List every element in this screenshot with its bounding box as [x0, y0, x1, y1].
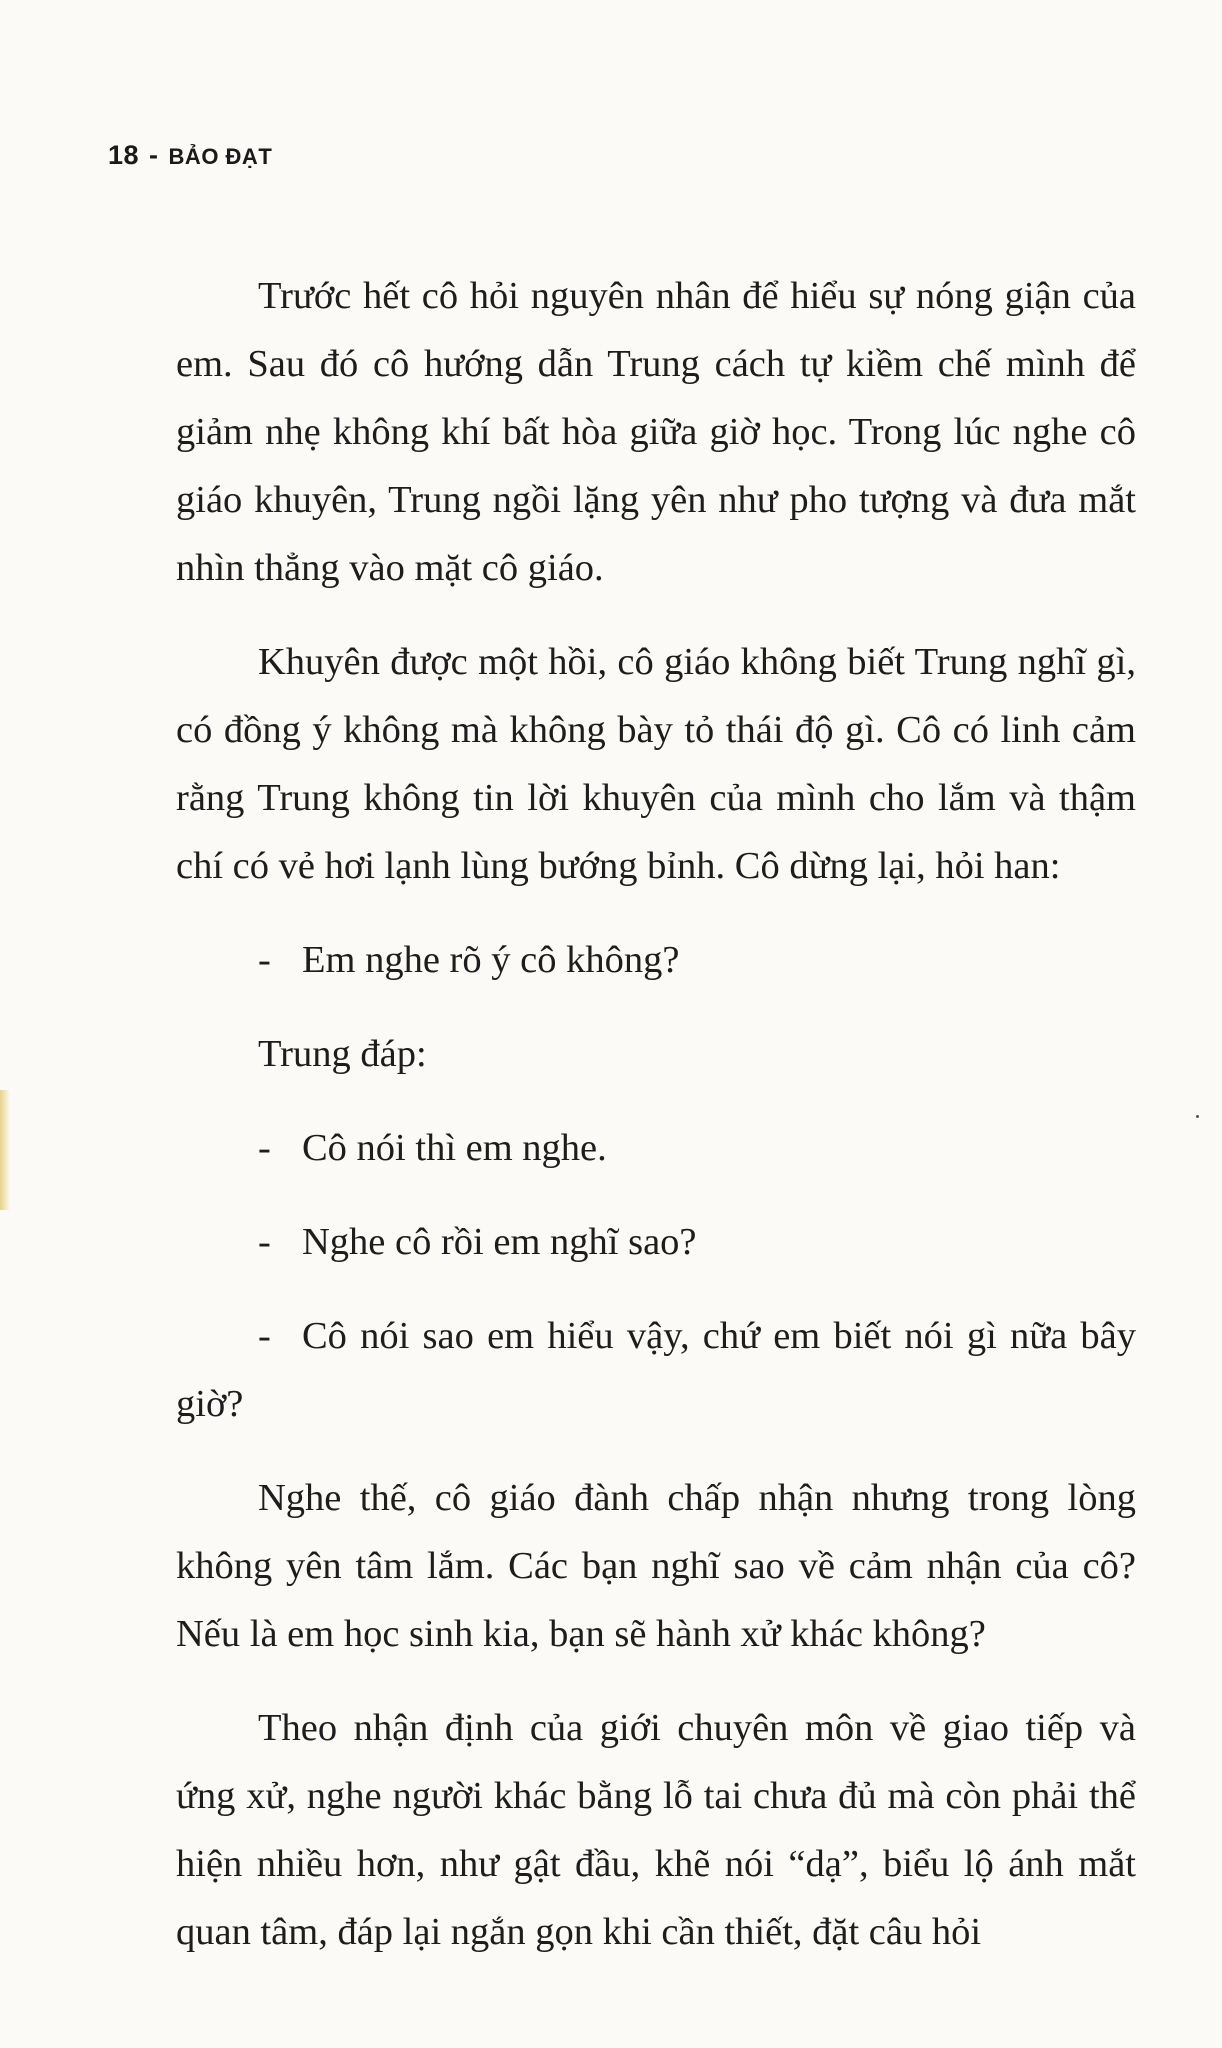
paragraph: Trước hết cô hỏi nguyên nhân để hiểu sự nóng giận của em. Sau đó cô hướng dẫn Trung cách tự kiềm chế mình để giảm nhẹ không khí bất hòa giữa giờ học. Trong lúc nghe cô giáo khuyên, Trung ngồi lặng yên như pho tượng và đưa mắt nhìn thẳng vào mặt cô giáo.	[176, 275, 1136, 589]
dialog-text: Cô nói sao em hiểu vậy, chứ em biết nói gì nữa bây giờ?	[176, 1315, 1136, 1425]
page-number: 18	[108, 140, 140, 170]
paragraph: Nghe thế, cô giáo đành chấp nhận nhưng trong lòng không yên tâm lắm. Các bạn nghĩ sao về cảm nhận của cô? Nếu là em học sinh kia, bạn sẽ hành xử khác không?	[176, 1477, 1136, 1655]
dialog-line	[176, 1302, 1136, 1438]
paragraph: Khuyên được một hồi, cô giáo không biết Trung nghĩ gì, có đồng ý không mà không bày tỏ thái độ gì. Cô có linh cảm rằng Trung không tin lời khuyên của mình cho lắm và thậm chí có vẻ hơi lạnh lùng bướng bỉnh. Cô dừng lại, hỏi han:	[176, 641, 1136, 887]
paragraph: Theo nhận định của giới chuyên môn về giao tiếp và ứng xử, nghe người khác bằng lỗ tai chưa đủ mà còn phải thể hiện nhiều hơn, như gật đầu, khẽ nói “dạ”, biểu lộ ánh mắt quan tâm, đáp lại ngắn gọn khi cần thiết, đặt câu hỏi	[176, 1707, 1136, 1953]
running-header	[108, 140, 272, 171]
dialog-dash: -	[258, 1315, 271, 1357]
dialog-text: Cô nói thì em nghe.	[302, 1127, 607, 1169]
dialog-dash: -	[258, 1127, 271, 1169]
print-speck	[1196, 1115, 1199, 1118]
dialog-dash: -	[258, 1221, 271, 1263]
dialog-text: Nghe cô rồi em nghĩ sao?	[302, 1221, 697, 1263]
dialog-line	[176, 1208, 1136, 1276]
paragraph: Trung đáp:	[258, 1033, 427, 1075]
dialog-dash: -	[258, 939, 271, 981]
body-text	[176, 262, 1136, 1992]
dialog-line	[176, 926, 1136, 994]
spine-shadow	[0, 1090, 10, 1210]
header-separator: -	[149, 140, 159, 170]
author-name: BẢO ĐẠT	[168, 144, 273, 169]
dialog-text: Em nghe rõ ý cô không?	[302, 939, 680, 981]
dialog-line	[176, 1114, 1136, 1182]
